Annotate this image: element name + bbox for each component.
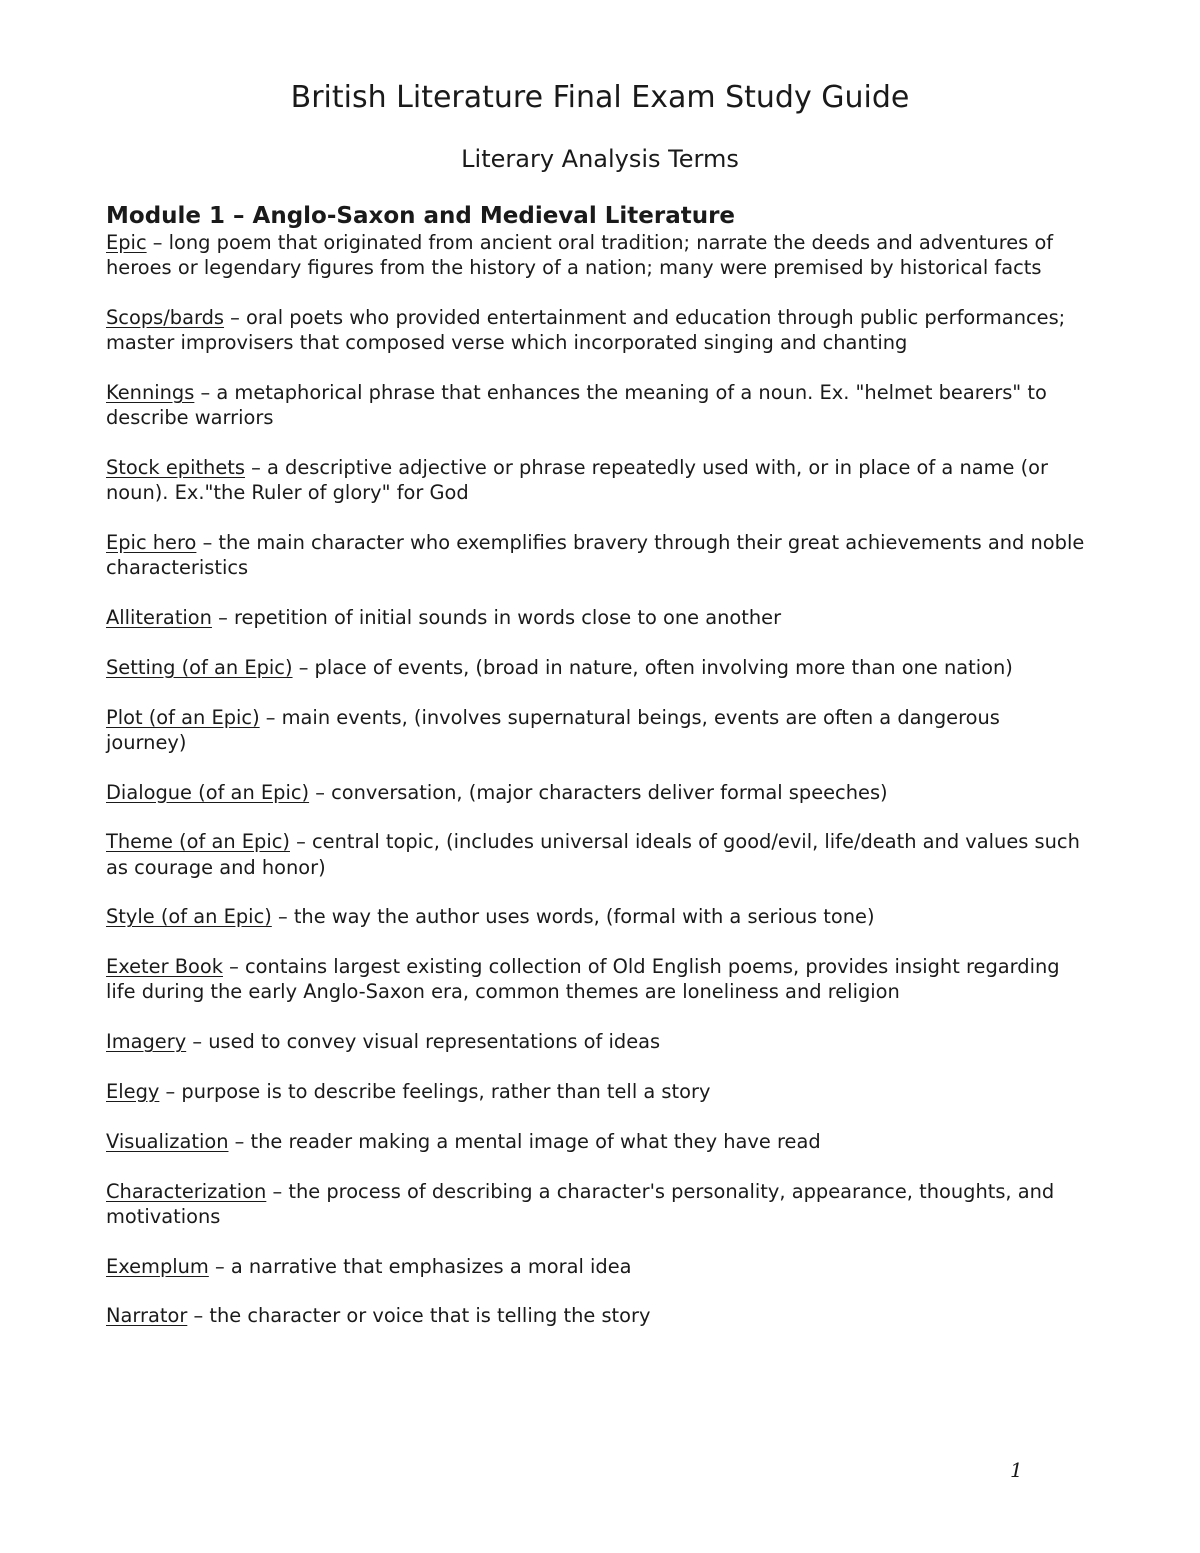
term-entry bbox=[106, 455, 1086, 505]
term-entry bbox=[106, 1079, 1086, 1104]
term-definition: – conversation, (major characters deliver formal speeches) bbox=[309, 780, 888, 804]
term-definition: – the character or voice that is telling the story bbox=[187, 1304, 651, 1328]
term-name: Scops/bards bbox=[106, 306, 225, 329]
term-name: Stock epithets bbox=[106, 456, 245, 479]
term-entry bbox=[106, 380, 1086, 430]
term-entry bbox=[106, 780, 1086, 805]
term-definition: – a descriptive adjective or phrase repeatedly used with, or in place of a name (or noun). Ex."the Ruler of glory" for God bbox=[106, 456, 1049, 505]
term-name: Epic bbox=[106, 231, 147, 254]
term-name: Imagery bbox=[106, 1030, 187, 1054]
term-definition: – the main character who exemplifies bravery through their great achievements and noble characteristics bbox=[106, 531, 1085, 580]
term-definition: – long poem that originated from ancient oral tradition; narrate the deeds and adventures of heroes or legendary figures from the history of a nation; many were premised by historical facts bbox=[106, 231, 1054, 280]
term-entry bbox=[106, 1129, 1086, 1154]
term-name: Alliteration bbox=[106, 606, 212, 629]
term-entry bbox=[106, 230, 1086, 280]
term-definition: – the process of describing a character's personality, appearance, thoughts, and motivations bbox=[106, 1179, 1055, 1228]
term-name: Visualization bbox=[106, 1129, 229, 1153]
term-name: Narrator bbox=[106, 1304, 188, 1328]
term-name: Characterization bbox=[106, 1179, 267, 1203]
terms-list bbox=[106, 230, 1086, 1353]
term-name: Kennings bbox=[106, 381, 195, 404]
term-name: Exemplum bbox=[106, 1254, 209, 1278]
term-entry bbox=[106, 1029, 1086, 1054]
term-definition: – purpose is to describe feelings, rather than tell a story bbox=[159, 1079, 711, 1103]
term-entry bbox=[106, 1254, 1086, 1279]
term-name: Plot (of an Epic) bbox=[106, 705, 260, 729]
term-name: Elegy bbox=[106, 1079, 160, 1103]
term-definition: – a narrative that emphasizes a moral idea bbox=[208, 1254, 632, 1278]
term-entry bbox=[106, 605, 1086, 630]
term-entry bbox=[106, 954, 1086, 1004]
document-subtitle: Literary Analysis Terms bbox=[461, 145, 739, 173]
module-heading: Module 1 – Anglo-Saxon and Medieval Literature bbox=[106, 203, 736, 229]
term-definition: – main events, (involves supernatural beings, events are often a dangerous journey) bbox=[106, 705, 1000, 754]
term-definition: – central topic, (includes universal ideals of good/evil, life/death and values such as courage and honor) bbox=[106, 830, 1080, 879]
term-name: Theme (of an Epic) bbox=[106, 830, 290, 854]
page-number: 1 bbox=[1010, 1458, 1023, 1482]
term-definition: – the way the author uses words, (formal with a serious tone) bbox=[271, 905, 875, 929]
term-definition: – the reader making a mental image of what they have read bbox=[228, 1129, 821, 1153]
term-definition: – repetition of initial sounds in words close to one another bbox=[211, 606, 782, 629]
term-definition: – contains largest existing collection of Old English poems, provides insight regarding life during the early Anglo-Saxon era, common themes are loneliness and religion bbox=[106, 955, 1060, 1004]
term-definition: – oral poets who provided entertainment and education through public performances; master improvisers that composed verse which incorporated singing and chanting bbox=[106, 306, 1066, 355]
document-title: British Literature Final Exam Study Guide bbox=[290, 80, 910, 115]
term-definition: – place of events, (broad in nature, often involving more than one nation) bbox=[292, 655, 1013, 679]
term-entry bbox=[106, 305, 1086, 355]
term-entry bbox=[106, 829, 1086, 879]
term-name: Epic hero bbox=[106, 531, 197, 554]
term-entry bbox=[106, 1303, 1086, 1328]
term-name: Style (of an Epic) bbox=[106, 905, 272, 929]
term-name: Dialogue (of an Epic) bbox=[106, 780, 310, 804]
term-name: Exeter Book bbox=[106, 955, 223, 979]
term-entry bbox=[106, 1179, 1086, 1229]
term-definition: – a metaphorical phrase that enhances the meaning of a noun. Ex. "helmet bearers" to describe warriors bbox=[106, 381, 1047, 430]
term-entry bbox=[106, 904, 1086, 929]
term-definition: – used to convey visual representations of ideas bbox=[186, 1030, 661, 1054]
term-entry bbox=[106, 655, 1086, 680]
term-name: Setting (of an Epic) bbox=[106, 655, 293, 679]
term-entry bbox=[106, 705, 1086, 755]
term-entry bbox=[106, 530, 1086, 580]
